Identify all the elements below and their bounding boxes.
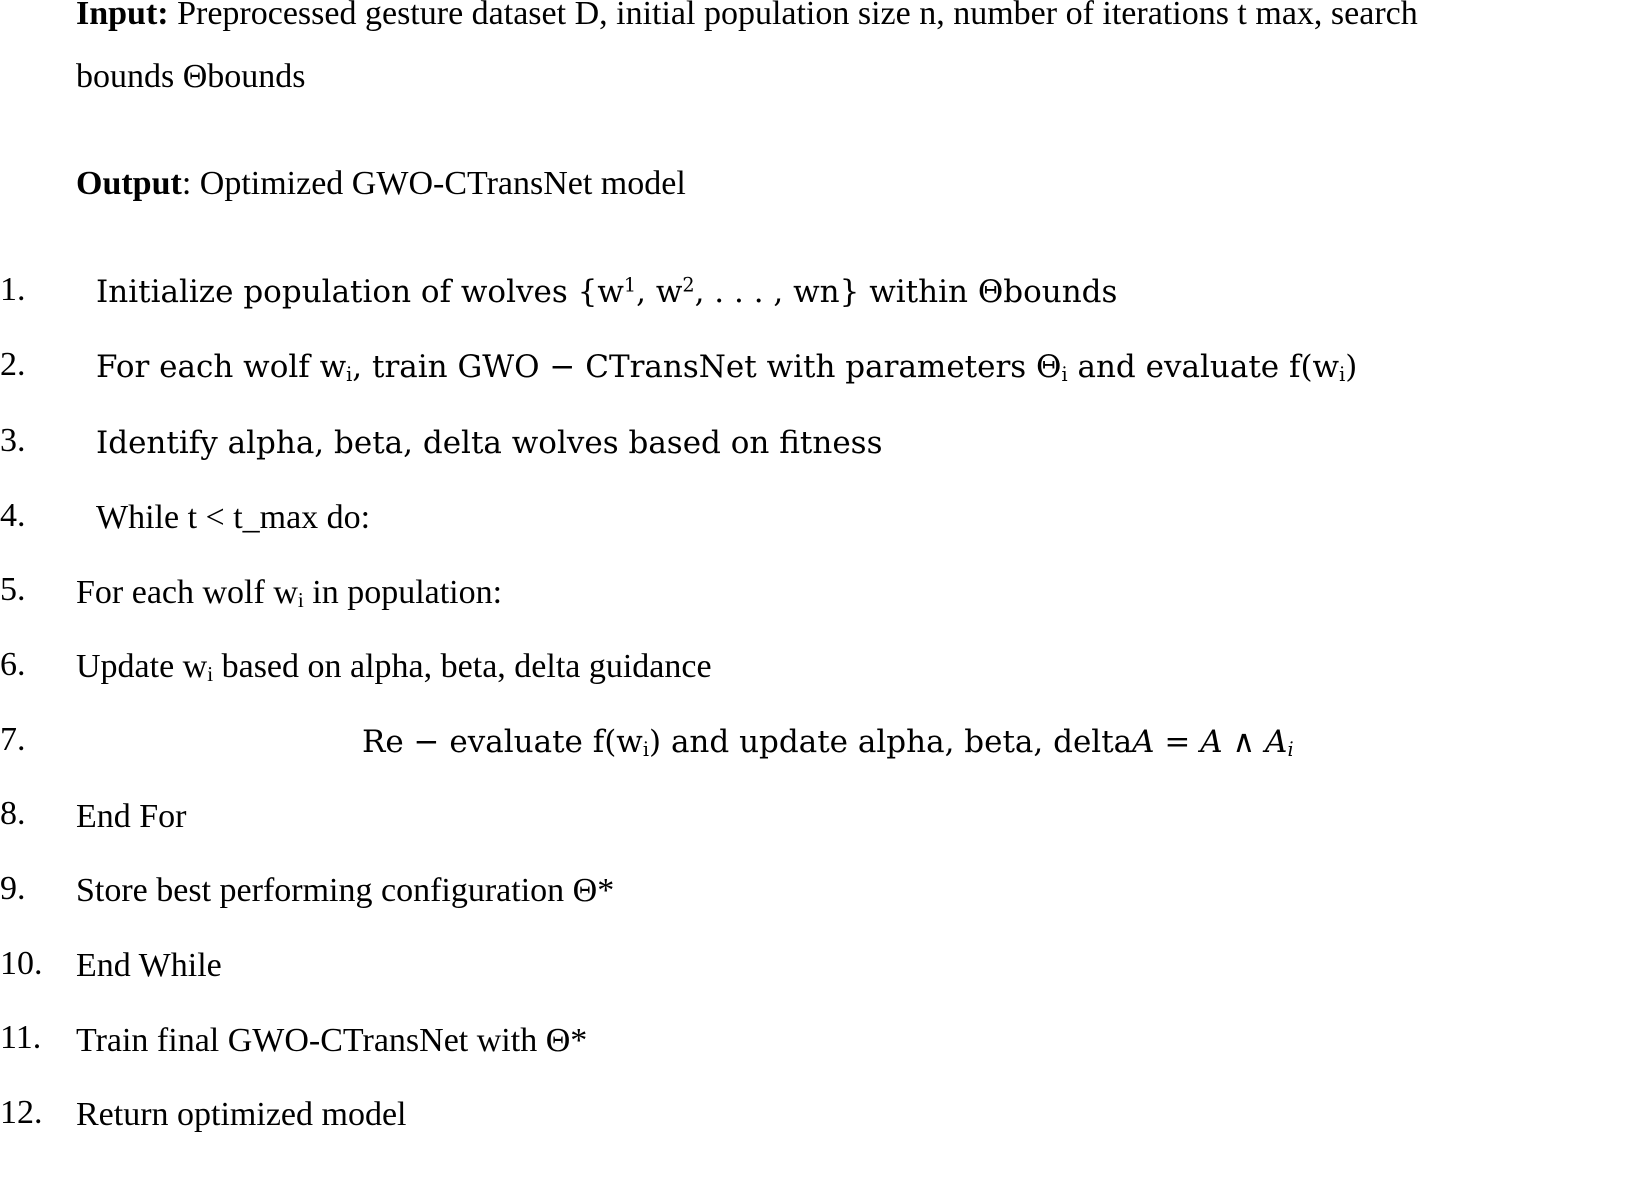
step-5-text: [76, 573, 502, 620]
step-number: 10.: [0, 945, 43, 982]
step-number: 11.: [0, 1019, 42, 1056]
step-text: For each wolf w: [96, 349, 347, 385]
step-number: 2.: [0, 346, 26, 383]
subscript: i: [1061, 362, 1068, 386]
step-number: 4.: [0, 497, 26, 534]
step-1-text: [96, 272, 1117, 312]
step-text: and evaluate f(w: [1067, 349, 1340, 385]
input-line-2: [76, 57, 306, 97]
step-number: 9.: [0, 870, 26, 907]
output-text: : Optimized GWO-CTransNet model: [181, 165, 686, 202]
subscript: i: [1339, 362, 1346, 386]
math-operator: =: [1154, 724, 1201, 760]
step-8-text: End For: [76, 798, 187, 835]
input-text: Preprocessed gesture dataset D, initial population size n, number of iterations t max, search: [168, 0, 1418, 32]
step-9-text: Store best performing configuration Θ*: [76, 872, 615, 909]
superscript: 1: [623, 273, 637, 297]
step-10-text: End While: [76, 947, 222, 984]
step-text: Update w: [76, 648, 208, 685]
step-text: , w: [636, 274, 683, 310]
step-text: Initialize population of wolves {w: [96, 274, 624, 310]
subscript: i: [642, 737, 649, 761]
step-text: ) and update alpha, beta, delta: [649, 724, 1133, 760]
subscript: i: [346, 362, 353, 386]
step-number: 5.: [0, 571, 26, 608]
step-number: 3.: [0, 422, 26, 459]
step-text: , . . . , wn} within Θbounds: [694, 274, 1118, 310]
output-label: Output: [76, 165, 182, 202]
math-variable: A: [1132, 724, 1155, 760]
math-operator: ∧: [1222, 724, 1266, 760]
step-number: 6.: [0, 646, 26, 683]
step-12-text: Return optimized model: [76, 1096, 407, 1133]
step-4-text: While t < t_max do:: [96, 499, 371, 536]
subscript: i: [1287, 737, 1294, 761]
input-line-1: [76, 0, 1418, 34]
input-text-continued: bounds Θbounds: [76, 58, 306, 95]
step-2-text: [96, 347, 1357, 395]
step-text: in population:: [303, 574, 503, 611]
step-11-text: Train final GWO-CTransNet with Θ*: [76, 1022, 588, 1059]
math-variable: A: [1200, 724, 1223, 760]
step-text: , train GWO − CTransNet with parameters Θ: [352, 349, 1062, 385]
step-number: 12.: [0, 1094, 43, 1131]
step-text: Re − evaluate f(w: [362, 724, 643, 760]
subscript: i: [297, 588, 304, 613]
step-text: based on alpha, beta, delta guidance: [213, 648, 712, 685]
step-text: For each wolf w: [76, 574, 298, 611]
step-6-text: [76, 647, 712, 694]
step-number: 1.: [0, 271, 26, 308]
superscript: 2: [682, 273, 695, 297]
input-label: Input:: [76, 0, 169, 32]
output-line: [76, 164, 686, 204]
step-7-text: [362, 722, 1294, 770]
step-3-text: Identify alpha, beta, delta wolves based on fitness: [96, 425, 883, 461]
step-number: 7.: [0, 721, 26, 758]
step-number: 8.: [0, 795, 26, 832]
math-variable: A: [1265, 724, 1288, 760]
step-text: ): [1345, 349, 1358, 385]
subscript: i: [207, 662, 214, 687]
